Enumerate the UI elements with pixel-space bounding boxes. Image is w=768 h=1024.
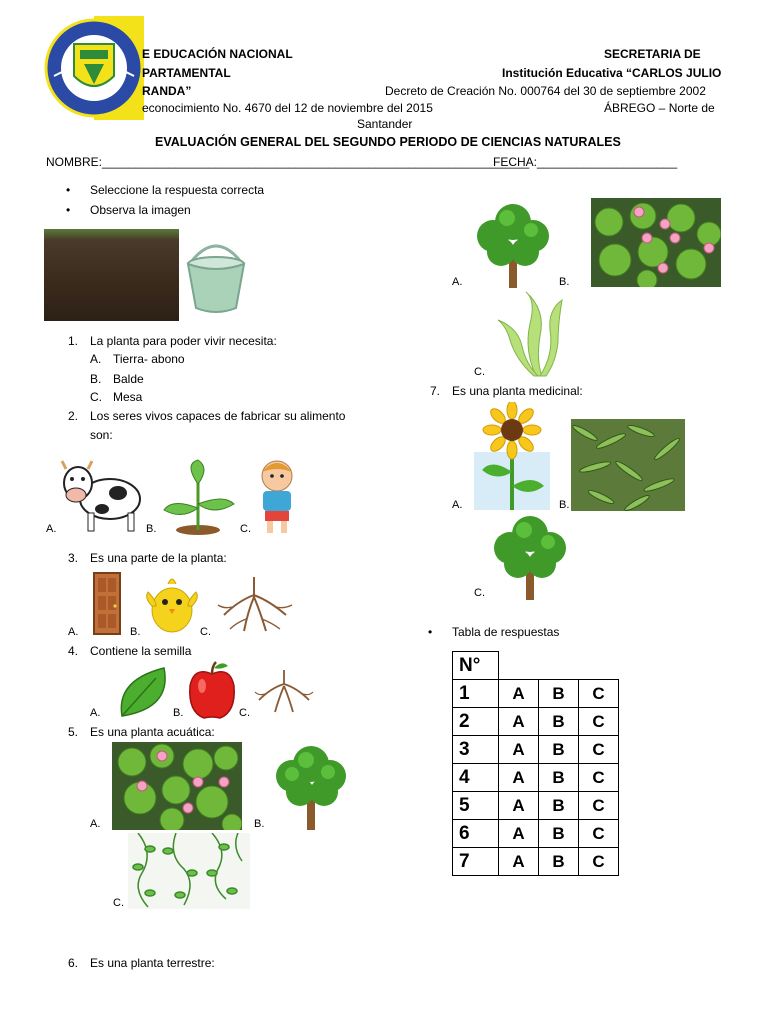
school-logo <box>44 14 146 122</box>
row-number: 4 <box>453 764 499 792</box>
q4-text: Contiene la semilla <box>90 644 192 658</box>
answer-table-label: • Tabla de respuestas <box>452 625 559 639</box>
table-row <box>453 736 619 764</box>
answer-cell-c[interactable]: C <box>579 680 619 708</box>
q4-option-a[interactable]: A. <box>90 707 101 719</box>
sunflower-image[interactable] <box>474 402 550 510</box>
answer-cell-c[interactable]: C <box>579 792 619 820</box>
answer-cell-c[interactable]: C <box>579 736 619 764</box>
q3-text: Es una parte de la planta: <box>90 551 227 565</box>
door-image[interactable] <box>93 572 121 635</box>
table-row <box>453 680 619 708</box>
cow-image[interactable] <box>56 455 144 535</box>
tree-image-q6[interactable] <box>471 200 555 288</box>
q4-number: 4. <box>68 644 79 658</box>
q1-option-c[interactable]: Mesa <box>113 390 143 404</box>
answer-cell-b[interactable]: B <box>539 736 579 764</box>
leaf-image[interactable] <box>116 664 172 720</box>
q5-option-a[interactable]: A. <box>90 818 101 830</box>
q2-text-line1: Los seres vivos capaces de fabricar su alimento <box>90 409 346 423</box>
q7-text: Es una planta medicinal: <box>452 384 583 398</box>
q6-option-c[interactable]: C. <box>474 366 485 378</box>
q1-number: 1. <box>68 334 79 348</box>
q7-number: 7. <box>430 384 441 398</box>
answer-cell-b[interactable]: B <box>539 708 579 736</box>
chick-image[interactable] <box>144 572 200 638</box>
header-left-line3: RANDA” <box>142 84 192 98</box>
q1-option-a[interactable]: Tierra- abono <box>113 352 185 366</box>
answer-cell-a[interactable]: A <box>499 736 539 764</box>
answer-cell-a[interactable]: A <box>499 708 539 736</box>
herb-image[interactable] <box>571 419 685 511</box>
q4-option-c[interactable]: C. <box>239 707 250 719</box>
q7-option-b[interactable]: B. <box>559 499 570 511</box>
q1-text: La planta para poder vivir necesita: <box>90 334 277 348</box>
answer-cell-c[interactable]: C <box>579 708 619 736</box>
q1-option-b-letter: B. <box>90 372 102 386</box>
seaweed-image[interactable] <box>496 290 576 378</box>
apple-image[interactable] <box>186 660 238 720</box>
answer-cell-a[interactable]: A <box>499 680 539 708</box>
answer-cell-b[interactable]: B <box>539 848 579 876</box>
q3-option-a[interactable]: A. <box>68 626 79 638</box>
q5-number: 5. <box>68 725 79 739</box>
vines-image[interactable] <box>128 833 250 909</box>
header-left-line4: econocimiento No. 4670 del 12 de noviembre del 2015 <box>142 101 433 115</box>
roots-image-small[interactable] <box>253 668 315 716</box>
row-number: 6 <box>453 820 499 848</box>
header-right-line1: SECRETARIA DE <box>604 47 701 61</box>
q2-text-line2: son: <box>90 428 113 442</box>
q6-number: 6. <box>68 956 79 970</box>
header-right-line3: Decreto de Creación No. 000764 del 30 de septiembre 2002 <box>385 84 706 98</box>
bucket-image <box>183 240 249 314</box>
header-left-line2: PARTAMENTAL <box>142 66 231 80</box>
answer-cell-b[interactable]: B <box>539 680 579 708</box>
q3-option-c[interactable]: C. <box>200 626 211 638</box>
answer-cell-a[interactable]: A <box>499 820 539 848</box>
q7-option-a[interactable]: A. <box>452 499 463 511</box>
q6-option-b[interactable]: B. <box>559 276 570 288</box>
q1-option-c-letter: C. <box>90 390 102 404</box>
q6-text: Es una planta terrestre: <box>90 956 215 970</box>
instruction-1: • Seleccione la respuesta correcta <box>90 183 264 197</box>
answer-table-header-row <box>453 652 619 680</box>
instruction-2: • Observa la imagen <box>90 203 191 217</box>
tree-image-q7[interactable] <box>488 514 572 600</box>
header-left-line1: E EDUCACIÓN NACIONAL <box>142 47 293 61</box>
row-number: 5 <box>453 792 499 820</box>
header-right-line2: Institución Educativa “CARLOS JULIO <box>502 66 722 80</box>
q4-option-b[interactable]: B. <box>173 707 184 719</box>
table-row <box>453 764 619 792</box>
answer-cell-c[interactable]: C <box>579 848 619 876</box>
table-row <box>453 820 619 848</box>
name-field-label: NOMBRE:________________________________________________________________ <box>46 155 530 169</box>
row-number: 2 <box>453 708 499 736</box>
q5-text: Es una planta acuática: <box>90 725 215 739</box>
q2-option-b[interactable]: B. <box>146 523 157 535</box>
answer-table <box>452 651 619 876</box>
header-right-line4: ÁBREGO – Norte de <box>604 101 715 115</box>
q5-option-b[interactable]: B. <box>254 818 265 830</box>
answer-table-header: N° <box>453 652 499 680</box>
water-lily-image-q6[interactable] <box>591 198 721 287</box>
roots-image[interactable] <box>214 575 294 635</box>
q1-option-b[interactable]: Balde <box>113 372 144 386</box>
row-number: 3 <box>453 736 499 764</box>
q3-number: 3. <box>68 551 79 565</box>
answer-cell-b[interactable]: B <box>539 820 579 848</box>
row-number: 1 <box>453 680 499 708</box>
answer-cell-a[interactable]: A <box>499 848 539 876</box>
water-lily-image[interactable] <box>112 742 242 830</box>
q7-option-c[interactable]: C. <box>474 587 485 599</box>
answer-cell-c[interactable]: C <box>579 820 619 848</box>
answer-cell-b[interactable]: B <box>539 764 579 792</box>
answer-cell-b[interactable]: B <box>539 792 579 820</box>
table-row <box>453 792 619 820</box>
tree-image-q5[interactable] <box>270 742 352 830</box>
plant-image[interactable] <box>158 458 238 536</box>
q5-option-c[interactable]: C. <box>113 897 124 909</box>
answer-cell-c[interactable]: C <box>579 764 619 792</box>
soil-image <box>44 229 179 321</box>
date-field-label: FECHA:_____________________ <box>493 155 678 169</box>
q2-option-c[interactable]: C. <box>240 523 251 535</box>
table-row <box>453 708 619 736</box>
answer-cell-a[interactable]: A <box>499 792 539 820</box>
answer-cell-a[interactable]: A <box>499 764 539 792</box>
row-number: 7 <box>453 848 499 876</box>
header-right-line5: Santander <box>357 117 413 131</box>
child-image[interactable] <box>251 458 303 534</box>
q2-option-a[interactable]: A. <box>46 523 57 535</box>
q2-number: 2. <box>68 409 79 423</box>
q6-option-a[interactable]: A. <box>452 276 463 288</box>
table-row <box>453 848 619 876</box>
q1-option-a-letter: A. <box>90 352 102 366</box>
page-title: EVALUACIÓN GENERAL DEL SEGUNDO PERIODO DE CIENCIAS NATURALES <box>155 135 621 149</box>
q3-option-b[interactable]: B. <box>130 626 141 638</box>
